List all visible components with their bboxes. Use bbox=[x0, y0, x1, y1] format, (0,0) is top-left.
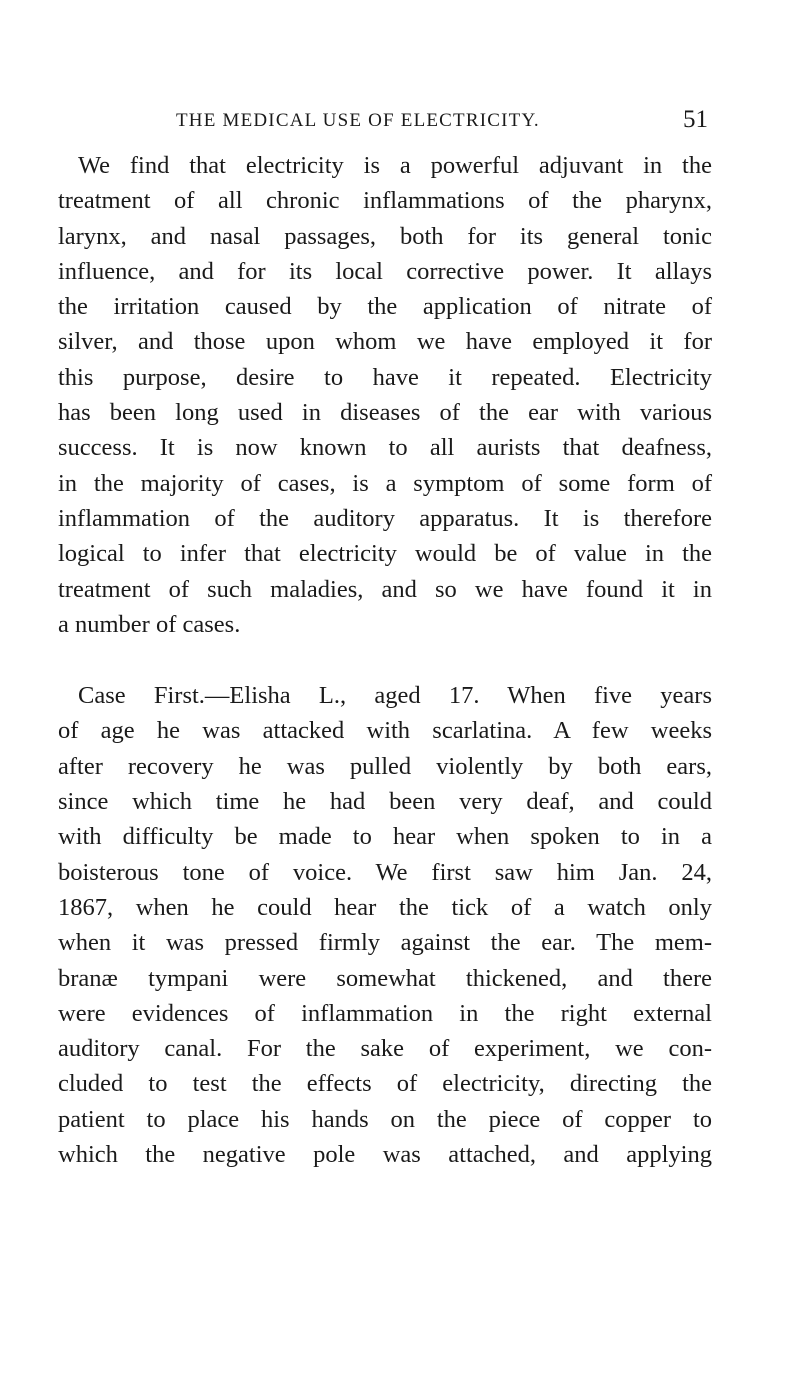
text-line: Case First.—Elisha L., aged 17. When five years bbox=[78, 682, 712, 710]
text-line: which the negative pole was attached, and applying bbox=[58, 1141, 712, 1169]
text-line: silver, and those upon whom we have employed it for bbox=[58, 328, 712, 356]
running-head: THE MEDICAL USE OF ELECTRICITY. bbox=[176, 110, 540, 131]
text-line: We find that electricity is a powerful adjuvant in the bbox=[78, 152, 712, 179]
text-line: were evidences of inflammation in the right external bbox=[58, 999, 712, 1027]
text-line: auditory canal. For the sake of experiment, we con- bbox=[58, 1035, 712, 1063]
text-line: with difficulty be made to hear when spoken to in a bbox=[58, 823, 712, 851]
text-line: in the majority of cases, is a symptom of some form of bbox=[58, 469, 712, 497]
text-line: this purpose, desire to have it repeated. Electricity bbox=[58, 363, 712, 391]
text-line: logical to infer that electricity would be of value in the bbox=[58, 540, 712, 568]
text-line: success. It is now known to all aurists that deafness, bbox=[58, 434, 712, 462]
text-line: has been long used in diseases of the ear with various bbox=[58, 399, 712, 427]
page-number: 51 bbox=[683, 106, 708, 133]
text-line: larynx, and nasal passages, both for its general tonic bbox=[58, 222, 712, 250]
text-line: 1867, when he could hear the tick of a watch only bbox=[58, 893, 712, 921]
page-header bbox=[176, 104, 708, 140]
text-line: inflammation of the auditory apparatus. It is therefore bbox=[58, 504, 712, 532]
text-line: cluded to test the effects of electricity, directing the bbox=[58, 1070, 712, 1098]
text-line: after recovery he was pulled violently by both ears, bbox=[58, 752, 712, 780]
text-line: patient to place his hands on the piece of copper to bbox=[58, 1105, 712, 1133]
text-line: treatment of all chronic inflammations of the pharynx, bbox=[58, 187, 712, 215]
text-line: the irritation caused by the application of nitrate of bbox=[58, 293, 712, 321]
paragraph bbox=[58, 148, 712, 642]
text-line: influence, and for its local corrective power. It allays bbox=[58, 257, 712, 285]
text-line: a number of cases. bbox=[58, 610, 241, 638]
paragraph bbox=[58, 678, 712, 1172]
text-line: since which time he had been very deaf, and could bbox=[58, 788, 712, 816]
text-line: when it was pressed firmly against the ear. The mem- bbox=[58, 929, 712, 957]
paragraph-spacer bbox=[58, 642, 712, 678]
body-text bbox=[58, 148, 712, 1172]
text-line: boisterous tone of voice. We first saw him Jan. 24, bbox=[58, 858, 712, 886]
text-line: branæ tympani were somewhat thickened, and there bbox=[58, 964, 712, 992]
text-line: of age he was attacked with scarlatina. A few weeks bbox=[58, 717, 712, 745]
text-line: treatment of such maladies, and so we have found it in bbox=[58, 575, 712, 603]
